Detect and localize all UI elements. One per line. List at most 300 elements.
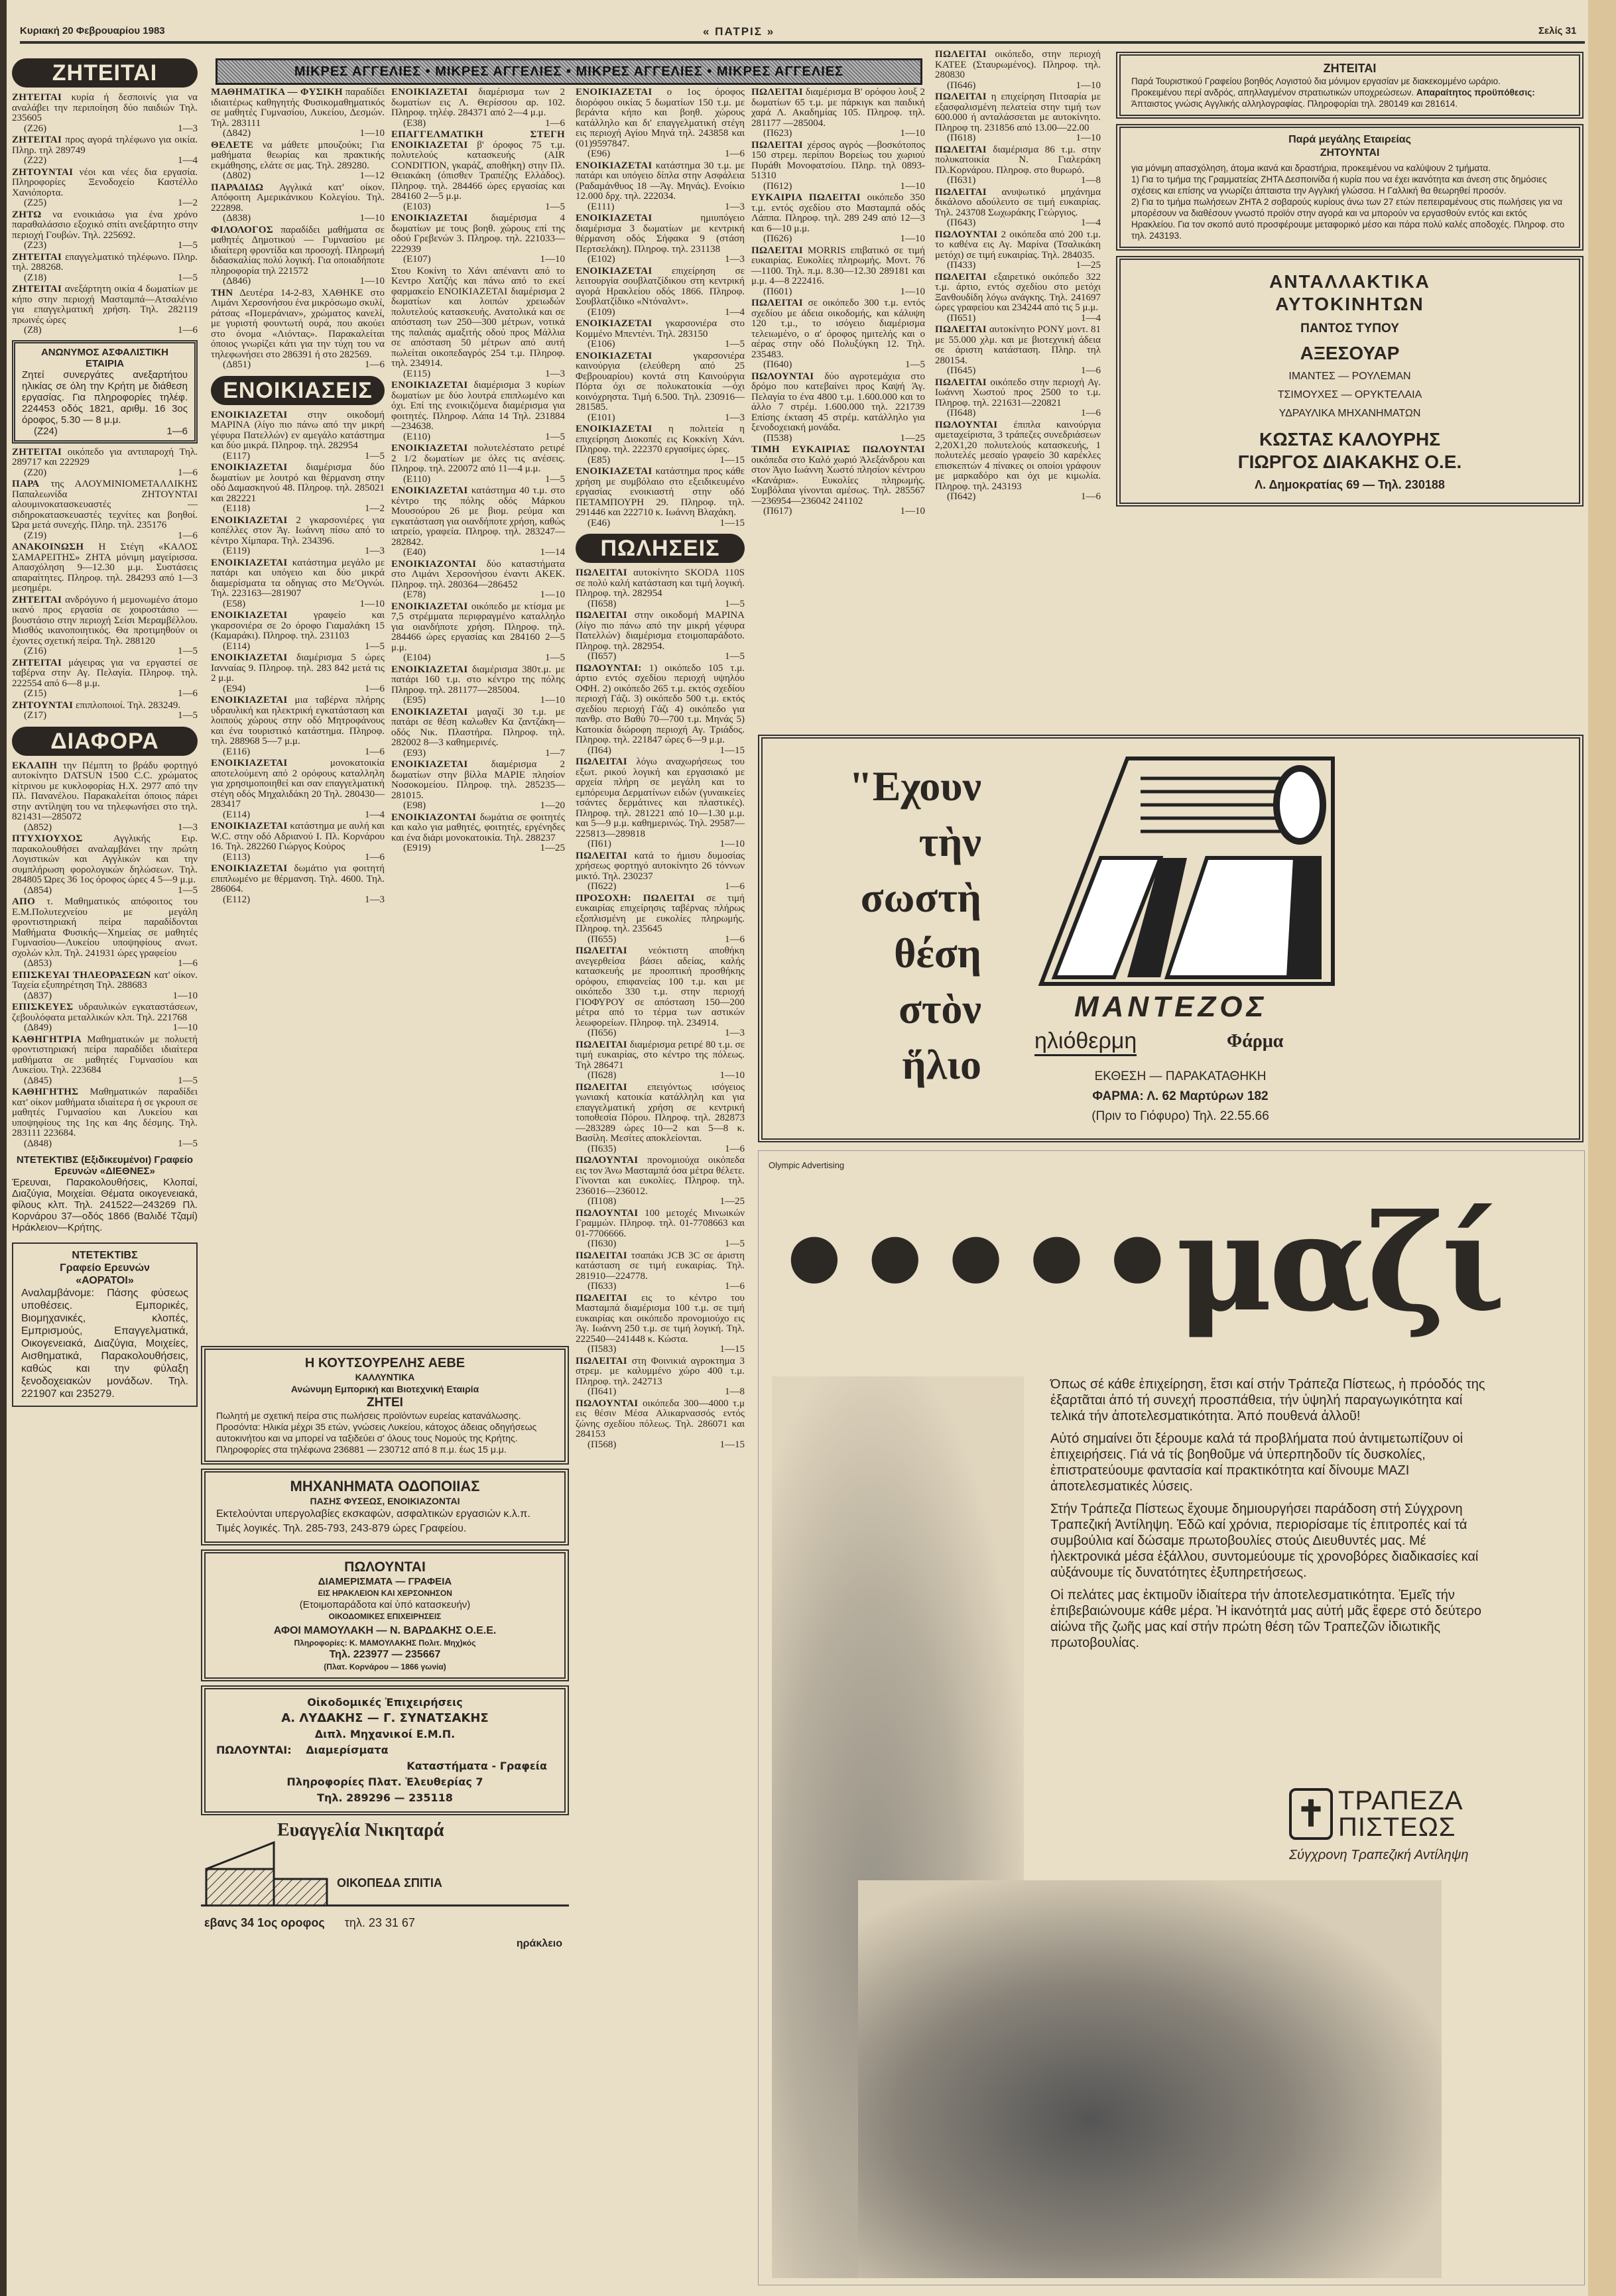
detective-ad-1-text: Έρευναι, Παρακολουθήσεις, Κλοπαί, Διαζύγια, Μοιχείαι. Θέματα οικογενειακά, φίλους κλπ. Τηλ. 241522—243269 Πλ. Κορνάρου 37—οδός 1866 (Βαλιδέ Τζαμί) Ηράκλειον—Κρήτης. xyxy=(12,1177,198,1233)
ad-keyword: ΕΝΟΙΚΙΑΖΟΝΤΑΙ xyxy=(391,558,477,570)
ad-text: λόγω αναχωρήσεως του εξωτ. ρικού λογική και εργασιακό με αρχεία πλήρη σε μεγάλη και το εμπόρευμα Δερματίνων ειδών (γυναικείες τσάντες δερμάτινες και πλαστικές). Πληροφ. τηλ. 281221 από 10—1.30 μ.μ. και 5—9 μ.μ. καθημερινώς. Τηλ. 29587—225813—289818 xyxy=(576,756,745,839)
ad-run: 1—10 xyxy=(900,233,925,244)
classified-ad xyxy=(391,381,565,442)
classified-ad xyxy=(12,448,198,479)
ad-text: κατάστημα 40 τ.μ. στο κέντρο της πόλης οδός Μάρκου Μουσούρου 26 με βιομ. ρεύμα και εγκατάσταση για οιανδήποτε χρήση, καθώς ιατρείο, γραφεία. Πληροφ. τηλ. 283247—282842. xyxy=(391,485,566,548)
ad-run: 1—6 xyxy=(1081,365,1101,376)
classified-ad xyxy=(576,267,745,318)
ad-code: (Π568) xyxy=(588,1439,617,1450)
classified-ad xyxy=(12,834,198,896)
ad-keyword: ΠΑΡΑ xyxy=(12,479,40,489)
ad-run: 1—6 xyxy=(365,359,385,370)
bank-logo xyxy=(1289,1787,1463,1841)
ad-text: διαμέρισμα ρετιρέ 80 τ.μ. σε τιμή ευκαιρίας, στο κέντρο της πόλεως. Τηλ 286471 xyxy=(576,1039,745,1071)
ad-keyword: ΠΩΛΕΙΤΑΙ xyxy=(935,324,987,335)
ad-text: διαμέρισμα δύο δωματίων με λουτρό και θέρμανση στην οδό Δαμασκηνού 48. Πληροφ. τηλ. 285021 και 282221 xyxy=(211,462,385,504)
agency-credit: Olympic Advertising xyxy=(769,1160,845,1170)
ad-code: (Ε118) xyxy=(223,503,251,514)
ad-text: κατάστημα μεγάλο με πατάρι και υπόγειο και δύο μικρά διαμερίσματα τα οδηγιας στο Με'Ογνώι. Τηλ. 223163—281907 xyxy=(211,557,385,599)
ad-text: μονοκατοικία αποτελούμενη από 2 ορόφους καταλληλη για χρησιμοποιηθεί και σαν επαγγελματική στέγη οδός Μηχαλιδάκη 20 Τηλ. 280430—283417 xyxy=(211,758,385,810)
ad-keyword: ΕΥΚΑΙΡΙΑ ΠΩΛΕΙΤΑΙ xyxy=(751,192,861,203)
ad-run: 1—5 xyxy=(365,640,385,652)
mamoulakis-ad xyxy=(201,1549,569,1681)
ad-code: (Π646) xyxy=(947,80,976,91)
classified-ad xyxy=(391,267,565,380)
ad-run: 1—6 xyxy=(725,881,745,892)
ad-code: (Ε106) xyxy=(588,339,615,349)
ad-code: (Ε46) xyxy=(588,517,611,528)
ad-run: 1—10 xyxy=(900,128,925,139)
ad-keyword: ΕΝΟΙΚΙΑΖΕΤΑΙ xyxy=(391,759,468,770)
bottom-ads-stack xyxy=(201,1346,569,1959)
tourist-office-ad-text: Παρά Τουριστικού Γραφείου βοηθός Λογιστού δια μόνιμον εργασίαν με διακεκομμένο ωράριο. xyxy=(1131,76,1501,86)
ad-text: να μάθετε μπουζούκι; Για μαθήματα θεωρίας και πρακτικής εκμάθησης, ελάτε σε μας. Τηλ. 289280. xyxy=(211,139,385,171)
classified-ad xyxy=(576,1083,745,1155)
ad-text: οικόπεδο, στην περιοχή ΚΑΤΕΕ (Σταυρωμένος). Πληροφ. τηλ. 280830 xyxy=(935,49,1101,80)
ad-run: 1—3 xyxy=(725,201,745,212)
mamoulakis-ad-phone: Τηλ. 223977 — 235667 xyxy=(329,1649,441,1660)
ad-run: 1—6 xyxy=(545,117,565,129)
classified-ad xyxy=(935,325,1101,377)
classified-ad xyxy=(935,50,1101,91)
auto-parts-ad-address: Λ. Δημοκρατίας 69 — Τηλ. 230188 xyxy=(1255,478,1445,491)
ad-keyword: ΕΝΟΙΚΙΑΖΕΤΑΙ xyxy=(211,462,288,473)
ad-text: να ενοικιάσω για ένα χρόνο παραθαλάσσιο εξοχικό σπίτι ανεξάρτητο στην περιοχή Γουβών. Τηλ. 225692. xyxy=(12,209,198,241)
ad-keyword: ΜΑΘΗΜΑΤΙΚΑ — ΦΥΣΙΚΗ xyxy=(211,87,343,97)
classified-ad xyxy=(211,225,385,287)
ad-run: 1—5 xyxy=(545,431,565,442)
ad-run: 1—25 xyxy=(1076,260,1101,271)
road-machines-ad-title: ΜΗΧΑΝΗΜΑΤΑ ΟΔΟΠΟΙΙΑΣ xyxy=(290,1478,480,1494)
ad-keyword: ΕΚΛΑΠΗ xyxy=(12,760,58,771)
ad-code: (Ε95) xyxy=(403,695,426,705)
ad-code: (Ζ25) xyxy=(24,198,47,208)
ad-keyword: ΕΝΟΙΚΙΑΖΕΤΑΙ xyxy=(391,380,468,391)
classified-ad xyxy=(211,463,385,514)
auto-parts-ad-owner: ΓΙΩΡΓΟΣ ΔΙΑΚΑΚΗΣ Ο.Ε. xyxy=(1237,452,1462,472)
ad-keyword: ΠΡΟΣΟΧΗ: ΠΩΛΕΙΤΑΙ xyxy=(576,892,695,904)
ad-keyword: ΕΝΟΙΚΙΑΖΕΤΑΙ xyxy=(576,318,653,329)
classified-ad xyxy=(751,372,925,444)
ad-code: (Π623) xyxy=(763,128,792,139)
ad-run: 1—4 xyxy=(1081,217,1101,228)
classified-ad xyxy=(576,1040,745,1081)
ad-code: (Ε101) xyxy=(588,412,615,423)
detective-ad-1-title: ΝΤΕΤΕΚΤΙΒΣ (Εξιδικευμένοι) Γραφείο Ερευνών «ΔΙΕΘΝΕΣ» xyxy=(16,1154,194,1177)
ad-keyword: ΕΝΟΙΚΙΑΖΕΤΑΙ xyxy=(211,610,288,621)
ad-code: (Δ851) xyxy=(223,359,251,370)
section-header-sales: ΠΩΛΗΣΕΙΣ xyxy=(576,534,745,563)
bank-ad-body xyxy=(1050,1376,1491,1651)
slogan-line: ἥλιο xyxy=(902,1041,981,1088)
classified-ad xyxy=(211,864,385,905)
niktara-ad-phone: τηλ. 23 31 67 xyxy=(344,1916,415,1929)
slogan-line: σωστὴ xyxy=(860,874,981,921)
classified-ad xyxy=(12,210,198,251)
ad-keyword: ΕΝΟΙΚΙΑΖΕΤΑΙ xyxy=(391,706,468,717)
ad-run: 1—10 xyxy=(359,598,385,609)
ad-run: 1—15 xyxy=(719,1344,745,1355)
classified-ad xyxy=(211,758,385,820)
ad-keyword: ΠΤΥΧΙΟΥΧΟΣ xyxy=(12,833,83,844)
ad-code: (Π61) xyxy=(588,839,611,849)
lydakis-ad-line: Διπλ. Μηχανικοί Ε.Μ.Π. xyxy=(314,1728,456,1740)
ad-text: MORRIS επιβατικό σε τιμή ευκαιρίας. Ευκολίες πληρωμής. Μοντ. 76—1100. Τηλ. π.μ. 8.30—12.30 289181 και μ.μ. 4—8 222416. xyxy=(751,245,925,286)
ad-run: 1—10 xyxy=(359,213,385,223)
classified-ad xyxy=(12,284,198,336)
classified-ad xyxy=(751,193,925,245)
mamoulakis-ad-line: ΑΦΟΙ ΜΑΜΟΥΛΑΚΗ — Ν. ΒΑΡΔΑΚΗΣ Ο.Ε.Ε. xyxy=(273,1625,497,1636)
ad-run: 1—2 xyxy=(178,198,198,208)
classified-ad xyxy=(576,319,745,350)
ad-text: επειγόντως ισόγειος γωνιακή κατοικία κατάλληλη και για επαγγελματική χρήση σε κεντρική τοποθεσία Πόρου. Πληροφ. τηλ. 282873—283289 ώρες 10—2 και 5—8 κ. Βασίλη. Μεσίτες αποκλείονται. xyxy=(576,1081,745,1144)
lessons-list xyxy=(211,88,385,371)
mamoulakis-ad-line: (Πλατ. Κορνάρου — 1866 γωνία) xyxy=(324,1662,446,1671)
ad-code: (Ε112) xyxy=(223,894,251,905)
slogan-line: τὴν xyxy=(918,818,981,865)
ad-run: 1—4 xyxy=(178,155,198,166)
ad-keyword: ΠΩΛΕΙΤΑΙ xyxy=(935,91,987,102)
ad-keyword: ΕΝΟΙΚΙΑΖΕΤΑΙ xyxy=(391,664,468,675)
classified-ad xyxy=(391,665,565,706)
classified-ad xyxy=(12,1002,198,1034)
ad-text: οικόπεδο με κτίσμα με 7,5 στρέμματα περιφραγμένο καταλληλο για οιανδήποτε χρήση. Πληροφ. τηλ. 284466 ώρες εργασίας και 284160 2—5 μ.μ. xyxy=(391,601,565,653)
ad-keyword: ΠΩΛΟΥΝΤΑΙ xyxy=(935,419,998,430)
section-header-wanted: ΖΗΤΕΙΤΑΙ xyxy=(12,58,198,88)
ad-keyword: ΘΕΛΕΤΕ xyxy=(211,139,254,151)
ad-run: 1—6 xyxy=(178,688,198,699)
ad-text: κατάστημα 30 τ.μ. με πατάρι και υπόγειο δίπλα στην Ασφάλεια (Ραδαμάνθυος 18 —Άγ. Μηνάς). Ενοίκιο 12.000 δρχ. τηλ. 222034. xyxy=(576,160,745,202)
ad-code: (Π635) xyxy=(588,1143,617,1154)
ad-run: 1—5 xyxy=(725,598,745,609)
ad-text: επαγγελματικό τηλέφωνο. Πληρ. τηλ. 288268. xyxy=(12,251,198,272)
mantezos-logo-icon xyxy=(1015,752,1393,991)
ad-keyword: ΠΩΛΕΙΤΑΙ xyxy=(576,1250,627,1261)
classified-ad xyxy=(211,141,385,182)
ad-code: (Δ837) xyxy=(24,990,52,1001)
ad-text: διαμέρισμα των 2 δωματίων εις Λ. Θερίσσου αρ. 102. Πληροφ. τηλέφ. 284371 από 2—4 μ.μ. xyxy=(391,87,565,118)
ad-code: (Δ802) xyxy=(223,170,251,181)
ad-run: 1—3 xyxy=(725,254,745,265)
ad-run: 1—10 xyxy=(540,695,565,705)
ad-keyword: ΠΩΛΕΙΤΑΙ xyxy=(935,377,987,388)
bank-cross-icon: ✝ xyxy=(1289,1788,1333,1840)
ad-keyword: ΑΝΑΚΟΙΝΩΣΗ xyxy=(12,542,84,552)
classified-ad xyxy=(935,230,1101,271)
ad-text: β' όροφος 75 τ.μ. πολυτελούς κατασκευής (AIR CONDITION, γκαράζ, αποθήκη) στην Πλ. Θειακάκη (όπισθεν Τραπέζης Ελλάδος). Πληροφ. τηλ. 284466 ώρες εργασίας και 284160 2—5 μ.μ. xyxy=(391,139,565,202)
niktara-ad xyxy=(201,1819,569,1959)
ad-text: κατάστημα με αυλή και W.C. στην οδό Αδριανού Ι. Πλ. Κορνάρου 16. Τηλ. 282260 Γιώργος Κούρος xyxy=(211,821,385,852)
mamoulakis-ad-line: ΕΙΣ ΗΡΑΚΛΕΙΟΝ ΚΑΙ ΧΕΡΣΟΝΗΣΟΝ xyxy=(318,1589,452,1598)
page-binding-edge xyxy=(0,0,7,2296)
ad-keyword: ΠΩΛΕΙΤΑΙ xyxy=(751,245,803,256)
ad-text: επιπλοποιοί. Τηλ. 283249. xyxy=(76,699,181,711)
lydakis-ad-phone: Τηλ. 289296 — 235118 xyxy=(317,1791,453,1804)
road-machines-ad xyxy=(201,1469,569,1545)
ad-text: προς αγορά τηλέφωνο για οικία. Πληρ. τηλ 289749 xyxy=(12,135,198,156)
ad-keyword: ΠΩΛΕΙΤΑΙ xyxy=(576,1039,627,1050)
ad-keyword: ΕΝΟΙΚΙΑΖΕΤΑΙ xyxy=(211,863,288,874)
ad-text: Μαθηματικών παραδίδει κατ' οίκον μαθήματα ιδιαίτερα ή σε γκρουπ σε μαθητές Γυμνασίου και Λυκείου και υποψηφίους της 1ης και 4ης δέσμης. Τηλ. 283111 223684. xyxy=(12,1087,198,1138)
section-header-rentals: ΕΝΟΙΚΙΑΣΕΙΣ xyxy=(211,376,385,405)
ad-code: (Ε111) xyxy=(588,201,615,212)
ad-code: (Ζ16) xyxy=(24,646,47,656)
ad-keyword: ΠΩΛΕΙΤΑΙ xyxy=(576,1081,627,1093)
classified-ad xyxy=(391,88,565,129)
ad-code: (Π628) xyxy=(588,1070,617,1081)
ad-keyword: ΠΩΛΕΙΤΑΙ xyxy=(935,49,987,60)
classified-ad xyxy=(751,88,925,139)
classified-ad xyxy=(576,424,745,465)
ad-run: 1—10 xyxy=(172,990,198,1001)
ad-code: (Ζ15) xyxy=(24,688,47,699)
ad-run: 1—8 xyxy=(725,1386,745,1397)
tourist-office-ad-title: ΖΗΤΕΙΤΑΙ xyxy=(1323,62,1377,75)
ad-text: διαμέρισμα 3 κυρίων δωματίων με δύο λουτρά επιπλωμένο και όχι. Επί της ενοικιζόμενα διαμέρισμα για φοιτητές. Πληροφ. Λάπα 14 Τηλ. 231884—234638. xyxy=(391,380,565,432)
classified-ad xyxy=(576,757,745,850)
lydakis-ad-title: Α. ΛΥΔΑΚΗΣ — Γ. ΣΥΝΑΤΣΑΚΗΣ xyxy=(281,1711,489,1725)
ad-text: ο 1ος όροφος διορόφου οικίας 5 δωματίων 150 τ.μ. με βεράντα κήπο και βοηθ. χώρους κατάλληλο και δι' επαγγελματική στέγη εις περιοχή Αγίου Μηνά τηλ. 243858 και (01)9597847. xyxy=(576,87,745,149)
ad-code: (Π640) xyxy=(763,359,792,370)
classified-ad xyxy=(211,695,385,757)
ad-code: (Π433) xyxy=(947,260,976,271)
ad-keyword: ΠΩΛΕΙΤΑΙ xyxy=(935,144,987,155)
ad-text: Δευτέρα 14-2-83, ΧΑΘΗΚΕ στο Λιμάνι Χερσονήσου ένα μικρόσωμο σκυλί, ράτσας «Πομεράνιαν», χρώματος κανελί, με γυριστή φουντωτή ουρά, που ακούει στο όνομα «Λιόντας». Παρακαλείται όποιος γνωρίζει κάτι για την τύχη του να τηλεφωνήσει στο 286391 ή στο 282569. xyxy=(211,287,385,360)
ad-keyword: ΠΩΛΕΙΤΑΙ xyxy=(751,298,803,308)
ad-code: (Δ846) xyxy=(223,276,251,286)
ad-keyword: ΠΩΛΕΙΤΑΙ xyxy=(576,1292,627,1303)
company-jobs-ad-position-2: 2) Για το τμήμα πωλήσεων ΖΗΤΑ 2 σοβαρούς κυρίους άνω των 27 ετών πεπειραμένους στις πωλήσεις για να μπορέσουν να διαθέσουν γνωστό προϊόν στην αγορά και να μπορούν να εργασθούν εντός και εκτός Ηρακλείου. Για τον σκοπό αυτό προσφέρουμε μεταφορικό μέσο και πάρα πολύ καλές αποδοχές. Πληροφ. στο τηλ. 243193. xyxy=(1131,197,1565,241)
ad-keyword: ΕΝΟΙΚΙΑΖΕΤΑΙ xyxy=(391,87,468,97)
mamoulakis-ad-line: (Ετοιμοπαράδοτα καί ὑπό κατασκευήν) xyxy=(299,1599,471,1610)
ad-keyword: ΕΠΙΣΚΕΥΕΣ xyxy=(12,1002,74,1012)
ad-run: 1—10 xyxy=(1076,133,1101,143)
ad-code: (Ε78) xyxy=(403,589,426,600)
company-jobs-ad xyxy=(1116,124,1584,251)
road-machines-ad-text: Εκτελούνται υπεργολαβίες εκσκαφών, ασφαλτικών εργασιών κ.λ.π. Τιμές λογικές. Τηλ. 285-793, 243-879 ώρες Γραφείου. xyxy=(216,1508,530,1534)
ad-run: 1—5 xyxy=(725,651,745,662)
classified-ad xyxy=(935,92,1101,144)
ad-code: (Ζ8) xyxy=(24,325,42,335)
ad-keyword: ΕΝΟΙΚΙΑΖΕΤΑΙ xyxy=(576,213,653,223)
column-2 xyxy=(211,88,385,906)
ad-text: κυρία ή δεσποινίς για να αναλάβει την περιποίηση δύο παιδιών Τηλ. 235605 xyxy=(12,92,198,123)
ad-text: Μαθηματικών με πολυετή φροντιστηριακή πείρα παραδίδει ιδιαίτερα μαθήματα σε μαθητές Γυμνασίου και Λυκείου. Τηλ. 223684 xyxy=(12,1034,198,1075)
classified-ad xyxy=(391,213,565,265)
solar-ad-place: Φάρμα xyxy=(1227,1031,1284,1052)
bank-ad-paragraph: Όπως σέ κάθε ἐπιχείρηση, ἔτσι καί στήν Τράπεζα Πίστεως, ἡ πρόοδός της ἐξαρτᾶται ἀπό τή συνεχή προσπάθεια, τήν ὑψηλή παραγωγικότητα καί τελικά τήν ἀποτελεσματικότητα. Ἀπό πουθενά ἀλλοῦ! xyxy=(1050,1377,1485,1423)
classified-ad xyxy=(12,479,198,541)
classified-ad xyxy=(12,542,198,594)
ad-text: μαγαζί 30 τ.μ. με πατάρι σε θέση καλωθεν Κα ζαντζάκη—οδός Νικ. Πλαστήρα. Πληροφ. τηλ. 282002 8—3 καθημερινές. xyxy=(391,706,565,748)
ad-text: κατ' οίκον. Ταχεία εξυπηρέτηση Τηλ. 288683 xyxy=(12,969,198,991)
ad-run: 1—6 xyxy=(178,467,198,478)
classified-ad xyxy=(576,611,745,662)
ad-keyword: ΠΩΛΕΙΤΑΙ xyxy=(576,850,627,861)
ad-text: στην οικοδομή ΜΑΡΙΝΑ (λίγο πιο πάνω από την μικρή γέφυρα Πατελλών) διαμέρισμα ετοιμοπαράδοτο. Πληροφ. τηλ. 282954. xyxy=(576,610,745,652)
classified-ad xyxy=(576,213,745,265)
niktara-ad-tagline: ΟΙΚΟΠΕΔΑ ΣΠΙΤΙΑ xyxy=(337,1876,442,1890)
classified-ad xyxy=(211,611,385,652)
tourist-office-ad xyxy=(1116,52,1584,119)
ad-run: 1—6 xyxy=(365,746,385,757)
classified-ad xyxy=(211,558,385,610)
ad-code: (Π658) xyxy=(588,598,617,609)
classified-ad xyxy=(391,813,565,854)
ad-run: 1—5 xyxy=(178,710,198,721)
ad-keyword: ΕΝΟΙΚΙΑΖΕΤΑΙ xyxy=(576,350,653,361)
classified-ad xyxy=(12,93,198,134)
ad-text: γκαρσονιέρα στο Κομμένο Μπεντένι. Τηλ. 283150 xyxy=(576,318,745,339)
lydakis-ad-line: Διαμερίσματα xyxy=(306,1744,389,1756)
ad-keyword: ΕΝΟΙΚΙΑΖΕΤΑΙ xyxy=(576,160,653,171)
ad-run: 1—6 xyxy=(178,530,198,541)
classified-ad xyxy=(576,161,745,213)
ad-keyword: ΖΗΤΕΙΤΑΙ xyxy=(12,251,62,263)
ad-keyword: ΠΩΛΕΙΤΑΙ xyxy=(935,186,987,198)
ad-text: 2 γκαρσονιέρες για κοπέλλες στον Άγ. Ιωάννη πίσω από το κέντρο Χίμπαρα. Τηλ. 234396. xyxy=(211,514,385,546)
ad-code: (Ζ19) xyxy=(24,530,47,541)
bank-ad-paragraph: Στήν Τράπεζα Πίστεως ἔχουμε δημιουργήσει παράδοση στή Σύγχρονη Τραπεζική Ἀντίληψη. Ἐδῶ καί χρόνια, περιορίσαμε τίς ἐπιτροπές καί τά συμβούλια καί δώσαμε πρωτοβουλίες στούς Διευθυντές μας. Μέ ἠλεκτρονικά μέσα ἐξάλλου, συντομεύουμε τίς χρονοβόρες διαδικασίες καί αὐξάνουμε τίς δυνατότητες ἐξυπηρετήσεως. xyxy=(1050,1502,1479,1580)
classified-ad xyxy=(12,701,198,721)
ad-code: (Π622) xyxy=(588,881,617,892)
ad-code: (Π617) xyxy=(763,506,792,516)
classified-ad xyxy=(935,272,1101,324)
classified-ad xyxy=(12,168,198,209)
ad-text: της ΑΛΟΥΜΙΝΙΟΜΕΤΑΛΛΙΚΗΣ Παπαλεωνίδα ΖΗΤΟΥΝΤΑΙ αλουμινοκατασκευαστές — σιδηροκατασκευαστές τεχνίτες και βοηθοί. Ώρα μετά συνεχής. Πληρ. τηλ. 235176 xyxy=(12,479,198,530)
ad-code: (Π626) xyxy=(763,233,792,244)
classified-ad xyxy=(751,141,925,192)
auto-parts-ad-line: ΑΝΤΑΛΛΑΚΤΙΚΑ xyxy=(1269,271,1430,292)
classified-ad xyxy=(576,568,745,609)
sales-list-3 xyxy=(935,50,1101,503)
solar-ad-phone: (Πριν το Γιόφυρο) Τηλ. 22.55.66 xyxy=(1091,1109,1269,1123)
ad-keyword: ΕΝΟΙΚΙΑΖΕΤΑΙ xyxy=(211,409,288,420)
ad-keyword: ΕΝΟΙΚΙΑΖΕΤΑΙ xyxy=(211,758,288,768)
ad-run: 1—4 xyxy=(725,306,745,318)
mamoulakis-ad-line: ΟΙΚΟΔΟΜΙΚΕΣ ΕΠΙΧΕΙΡΗΣΕΙΣ xyxy=(328,1612,442,1621)
ad-run: 1—6 xyxy=(1081,408,1101,418)
solar-ad-slogan xyxy=(822,758,981,1093)
koutsourelis-ad xyxy=(201,1346,569,1465)
niktara-ad-address: εβανς 34 1ος οροφος xyxy=(204,1916,325,1929)
classified-ad xyxy=(391,486,565,558)
ad-run: 1—6 xyxy=(365,851,385,863)
wanted-list xyxy=(12,93,198,336)
auto-parts-ad-line: ΤΣΙΜΟΥΧΕΣ — ΟΡΥΚΤΕΛΑΙΑ xyxy=(1277,389,1422,400)
ad-text: εξαιρετικό οικόπεδο 322 τ.μ. άρτιο, εντός σχεδίου στο μετόχι Ξανθουδίδη λόγω ανάγκης. Τηλ. 241697 ώρες γραφείου και 234244 από τις 5 μ.μ. xyxy=(935,271,1101,313)
ad-keyword: ΕΝΟΙΚΙΑΖΕΤΑΙ xyxy=(391,443,468,453)
ad-text: η πολιτεία η επιχείρηση Διοκοπές εις Κοκκίνη Χάνι. Πληροφ. τηλ. 222370 εργασίμες ώρες. xyxy=(576,424,745,455)
ad-code: (Δ852) xyxy=(24,821,52,833)
ad-code: (Ε116) xyxy=(223,746,251,757)
ad-run: 1—10 xyxy=(359,128,385,139)
ad-run: 1—10 xyxy=(900,286,925,297)
ad-code: (Ε110) xyxy=(403,473,431,485)
ad-run: 1—6 xyxy=(1081,491,1101,502)
ad-code: (Ε117) xyxy=(223,450,251,461)
ad-keyword: ΠΑΡΑΔΙΔΩ xyxy=(211,182,264,193)
classified-ad xyxy=(576,664,745,756)
tourist-office-ad-text-3: Άπταιστος γνώσις Αγγλικής αλληλογραφίας. Πληροφορίαι τηλ. 280149 και 281614. xyxy=(1131,99,1458,109)
ad-code: (Ε85) xyxy=(588,454,611,465)
classified-ad xyxy=(12,595,198,657)
ad-keyword: ΕΝΟΙΚΙΑΖΕΤΑΙ xyxy=(576,466,653,477)
classified-ad xyxy=(12,135,198,166)
ad-keyword: ΖΗΤΕΙΤΑΙ xyxy=(12,657,62,668)
wanted-list-2 xyxy=(12,448,198,721)
lydakis-ad-line: Καταστήματα - Γραφεία xyxy=(406,1760,547,1772)
bank-ad-photo-hurdler xyxy=(858,1880,1442,2278)
ad-run: 1—3 xyxy=(725,1028,745,1038)
ad-code: (Ε110) xyxy=(403,431,431,442)
ad-text: κατά το ήμισυ δυμοσίας χρήσεως φορτηγό αυτοκίνητο 26 τόννων μικτό. Τηλ. 230237 xyxy=(576,850,745,882)
ad-run: 1—6 xyxy=(725,934,745,945)
classified-ad xyxy=(391,760,565,812)
ad-text: 100 μετοχές Μινωικών Γραμμών. Πληροφ. τηλ. 01-7708663 και 01-7706666. xyxy=(576,1207,745,1239)
ad-code: (Ε107) xyxy=(403,254,431,265)
bank-ad-paragraph: Οἱ πελάτες μας ἐκτιμοῦν ἰδιαίτερα τήν ἀποτελεσματικότητα. Ἐμεῖς τήν ἐπιβεβαιώνουμε κάθε μέρα. Ἡ ἱκανότητά μας αὐτή μᾶς ἔφερε στό δεύτερο αἰώνα τῆς ζωῆς μας καί στήν πρώτη θέση τῶν Τραπεζῶν ἰδιωτικῆς πρωτοβουλίας. xyxy=(1050,1588,1481,1650)
rentals-list-3 xyxy=(576,88,745,528)
ad-text: δωμάτιο για φοιτητή επιπλωμένο με θέρμανση. Τηλ. 4600. Τηλ. 286064. xyxy=(211,863,385,894)
ad-code: (Δ854) xyxy=(24,884,52,896)
ad-run: 1—5 xyxy=(725,339,745,349)
ad-run: 1—15 xyxy=(719,454,745,465)
ad-run: 1—3 xyxy=(545,368,565,379)
ad-code: (Ε103) xyxy=(403,201,431,212)
ad-keyword: ΕΠΙΣΚΕΥΑΙ ΤΗΛΕΟΡΑΣΕΩΝ xyxy=(12,969,151,981)
ad-code: (Ε38) xyxy=(403,117,426,129)
ad-run: 1—6 xyxy=(725,1143,745,1154)
ad-code: (Δ853) xyxy=(24,958,52,969)
ad-keyword: ΕΝΟΙΚΙΑΖΕΤΑΙ xyxy=(211,652,288,663)
ad-keyword: ΠΩΛΕΙΤΑΙ xyxy=(935,271,987,282)
ad-code: (Π641) xyxy=(588,1386,617,1397)
niktara-ad-city: ηράκλειο xyxy=(516,1938,562,1949)
classified-ad xyxy=(935,420,1101,503)
classified-ad xyxy=(576,1251,745,1292)
mamoulakis-ad-line: ΠΩΛΟΥΝΤΑΙ xyxy=(344,1559,426,1575)
ad-text: δύο αγροτεμάχια στο δρόμο που κατεβαίνει προς Καψή Άγ. Πελαγία το ένα 4800 τ.μ. 1.600.000 και το άλλο 7 στρέμ. 1.600.000 τηλ. 221739 Επίσης έκταση 45 στρέμ. κατάλληλο για ξενοδοχειακή μονάδα. xyxy=(751,371,925,433)
ad-code: (Ε98) xyxy=(403,800,426,811)
ad-code: (Π648) xyxy=(947,408,976,418)
ad-code: (Π601) xyxy=(763,286,792,297)
ad-text: μια ταβέρνα πλήρης υδραυλική και ηλεκτρική εγκατάσταση και λοιπούς χώρους στην οδό Μητροφάνους και ένα τουριστικό κατάστημα. Πληροφ. τηλ. 288968 5—7 μ.μ. xyxy=(211,695,385,747)
classified-ad xyxy=(935,145,1101,186)
ad-text: νεόκτιστη αποθήκη ανεγερθείσα βάσει αδείας, καλής κατασκευής με προοπτική προσθήκης ορόφου, επιφανείας 100 τ.μ. και με οικόπεδο 330 τ.μ. στην περιοχή ΓΙΟΦΥΡΟΥ σε απόσταση 150—200 μέτρα από το τέρμα των αστικών λεωφορείων. Πληροφ. τηλ. 234914. xyxy=(576,945,745,1028)
ad-keyword: ΠΩΛΕΙΤΑΙ xyxy=(576,1355,627,1366)
auto-parts-ad-line: ΑΞΕΣΟΥΑΡ xyxy=(1300,343,1400,363)
classified-ad xyxy=(12,253,198,284)
ad-run: 1—5 xyxy=(178,884,198,896)
ad-text: διαμέρισμα 380τ.μ. με πατάρι 160 τ.μ. στο κέντρο της πόλης Πληροφ. τηλ. 281177—285004. xyxy=(391,664,565,695)
auto-parts-ad-line: ΥΔΡΑΥΛΙΚΑ ΜΗΧΑΝΗΜΑΤΩΝ xyxy=(1278,408,1421,419)
niktara-ad-contact xyxy=(204,1915,415,1930)
ad-text: νέοι και νέες δια εργασία. Πληροφορίες Ξενοδοχείο Καστέλλο Χανιόπορτα. xyxy=(12,166,198,198)
ad-text: παραδίδει μαθήματα σε μαθητές Δημοτικού — Γυμνασίου με ιδιαίτερη φροντίδα και προσοχή. Πληρωμή διδασκαλίας πολύ λογική. Για οποιαδήποτε πληροφορία τηλ 221572 xyxy=(211,224,385,276)
ad-code: (Ζ24) xyxy=(34,425,58,437)
company-jobs-ad-position-1: 1) Για το τμήμα της Γραμματείας ΖΗΤΑ Δεσποινίδα ή κυρία που να έχει ικανότητα και άνεση στις δημόσιες σχέσεις και επίσης να γνωρίζει άπταιστα την Αγγλική γλώσσα. Η Γαλλική θα θεωρηθεί προσόν. xyxy=(1131,174,1547,196)
page-number: Σελίς 31 xyxy=(1538,25,1577,36)
lydakis-ad xyxy=(201,1685,569,1815)
ad-keyword: ΕΝΟΙΚΙΑΖΕΤΑΙ xyxy=(211,821,288,831)
ad-run: 1—3 xyxy=(365,546,385,556)
koutsourelis-ad-text: Πωλητή με σχετική πείρα στις πωλήσεις προϊόντων ευρείας κατανάλωσης. Προσόντα: Ηλικία μέχρι 35 ετών, γνώσεις Λυκείου, κάτοχος άδειας οδηγήσεως αυτοκινήτου και να μπορεί να ταξιδεύει σ' όλους τους Νομούς της Κρήτης. Πληροφορίες στα τηλέφωνα 236881 — 230712 από 8 π.μ. έως 15 μ.μ. xyxy=(216,1410,537,1455)
bank-tagline: Σύγχρονη Τραπεζική Αντίληψη xyxy=(1289,1848,1469,1862)
ad-text: την Πέμπτη το βράδυ φορτηγό αυτοκίνητο DATSUN 1500 C.C. χρώματος κίτρινου με κυκλοφορίας Η.Χ. 2977 από την Πλ. Πανανέλου. Παρακαλείται όποιος πάρει στην αντίληψη του να τηλεφωνήσει στο τηλ. 821431—285072 xyxy=(12,760,198,822)
auto-parts-ad-owner: ΚΩΣΤΑΣ ΚΑΛΟΥΡΗΣ xyxy=(1259,429,1441,450)
ad-code: (Δ845) xyxy=(24,1075,52,1086)
